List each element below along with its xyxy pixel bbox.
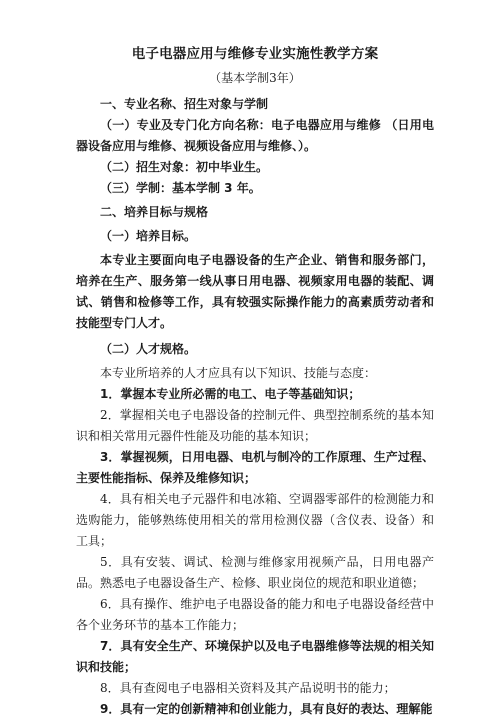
subsection-heading-spec: （二）人才规格。 xyxy=(100,342,197,356)
requirement-item-5: 5．具有安装、调试、检测与维修家用视频产品，日用电器产品。熟悉电子电器设备生产、检修、职业岗位的规范和职业道德； xyxy=(76,555,434,590)
requirement-item-6: 6．具有操作、维护电子电器设备的能力和电子电器设备经营中各个业务环节的基本工作能力； xyxy=(76,597,434,632)
requirement-item-3: 3．掌握视频，日用电器、电机与制冷的工作原理、生产过程、主要性能指标、保养及维修知识； xyxy=(76,450,434,485)
requirement-item-4: 4．具有相关电子元器件和电冰箱、空调器零部件的检测能力和选购能力，能够熟练使用相关的常用检测仪器（含仪表、设备）和工具； xyxy=(76,492,434,548)
training-goal-paragraph: 本专业主要面向电子电器设备的生产企业、销售和服务部门，培养在生产、服务第一线从事日用电器、视频家用电器的装配、调试、销售和检修等工作，具有较强实际操作能力的高素质劳动者和技能型专门人才。 xyxy=(76,253,434,330)
subsection-heading-goal: （一）培养目标。 xyxy=(100,229,197,243)
section1-item-name: （一）专业及专门化方向名称：电子电器应用与维修 （日用电器设备应用与维修、视频设备应用与维修、）。 xyxy=(76,118,434,153)
document-title: 电子电器应用与维修专业实施性教学方案 xyxy=(131,46,379,62)
requirement-item-1: 1．掌握本专业所必需的电工、电子等基础知识； xyxy=(100,387,361,401)
spec-intro: 本专业所培养的人才应具有以下知识、技能与态度： xyxy=(100,366,377,380)
requirement-item-7: 7．具有安全生产、环境保护以及电子电器维修等法规的相关知识和技能； xyxy=(76,639,434,674)
requirement-item-2: 2．掌握相关电子电器设备的控制元件、典型控制系统的基本知识和相关常用元器件性能及功能的基本知识； xyxy=(76,408,434,443)
section1-item-enrollment: （二）招生对象：初中毕业生。 xyxy=(100,160,269,174)
document-subtitle: （基本学制3年） xyxy=(209,71,301,85)
section1-item-duration: （三）学制：基本学制 3 年。 xyxy=(100,181,261,195)
requirement-item-8: 8．具有查阅电子电器相关资料及其产品说明书的能力； xyxy=(100,681,396,695)
section-heading-2: 二、培养目标与规格 xyxy=(100,205,209,219)
section-heading-1: 一、专业名称、招生对象与学制 xyxy=(100,97,269,111)
requirement-item-9: 9．具有一定的创新精神和创业能力，具有良好的表达、理解能 xyxy=(100,702,433,716)
